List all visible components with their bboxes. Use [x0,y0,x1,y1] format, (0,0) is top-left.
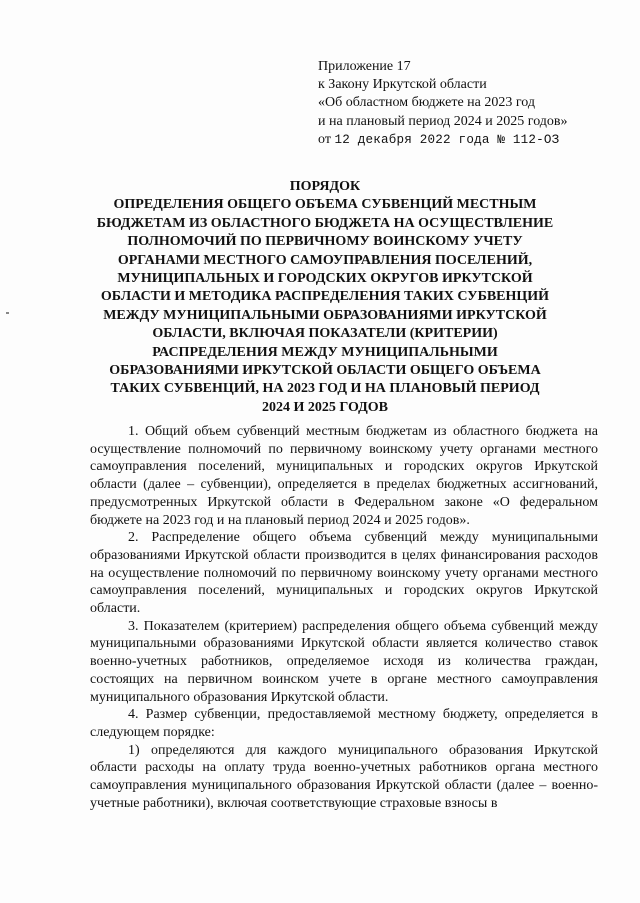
title-line: МУНИЦИПАЛЬНЫХ И ГОРОДСКИХ ОКРУГОВ ИРКУТСКОЙ [117,271,533,287]
title-line: ПОРЯДОК [289,179,361,194]
document-body [90,423,598,812]
title-line: БЮДЖЕТАМ ИЗ ОБЛАСТНОГО БЮДЖЕТА НА ОСУЩЕСТВЛЕНИЕ [96,215,554,231]
appendix-law-title-2: и на плановый период 2024 и 2025 годов» [318,113,568,129]
appendix-header [318,58,618,149]
appendix-date-prefix: от [318,131,331,147]
appendix-law-title-1: «Об областном бюджете на 2023 год [318,95,535,111]
title-line: ОПРЕДЕЛЕНИЯ ОБЩЕГО ОБЪЕМА СУБВЕНЦИЙ МЕСТНЫМ [113,197,537,213]
paragraph-1: 1. Общий объем субвенций местным бюджетам из областного бюджета на осуществление полномочий по первичному воинскому учету органами местного самоуправления поселений, муниципальных и городских округов Иркутской области (далее – субвенции), определяется в пределах бюджетных ассигнований, предусмотренных Иркутской области в Федеральном законе «О федеральном бюджете на 2023 год и на плановый период 2024 и 2025 годов». [90,424,598,528]
title-line: ТАКИХ СУБВЕНЦИЙ, НА 2023 ГОД И НА ПЛАНОВЫЙ ПЕРИОД [110,381,540,397]
title-line: РАСПРЕДЕЛЕНИЯ МЕЖДУ МУНИЦИПАЛЬНЫМИ [152,344,498,360]
title-line: ОРГАНАМИ МЕСТНОГО САМОУПРАВЛЕНИЯ ПОСЕЛЕНИЙ, [117,252,533,268]
title-line: ОБЛАСТИ, ВКЛЮЧАЯ ПОКАЗАТЕЛИ (КРИТЕРИИ) [152,326,498,342]
appendix-law-ref: к Закону Иркутской области [318,77,487,93]
paragraph-4: 4. Размер субвенции, предоставляемой местному бюджету, определяется в следующем порядке: [90,707,598,740]
appendix-number: Приложение 17 [318,59,411,74]
title-line: ПОЛНОМОЧИЙ ПО ПЕРВИЧНОМУ ВОИНСКОМУ УЧЕТУ [127,234,523,250]
appendix-date-line [318,131,618,149]
title-line: ОБРАЗОВАНИЯМИ ИРКУТСКОЙ ОБЛАСТИ ОБЩЕГО ОБЪЕМА [109,363,541,379]
paragraph-4-1: 1) определяются для каждого муниципального образования Иркутской области расходы на оплату труда военно-учетных работников органа местного самоуправления муниципального образования Иркутской области (далее – военно-учетные работники), включая соответствующие страховые взносы в [90,742,598,811]
title-line: 2024 И 2025 ГОДОВ [262,399,388,415]
paragraph-2: 2. Распределение общего объема субвенций между муниципальными образованиями Иркутской области производится в целях финансирования расходов на осуществление полномочий по первичному воинскому учету органами местного самоуправления поселений, муниципальных и городских округов Иркутской области. [90,530,598,617]
scan-mark [6,312,9,314]
document-title [90,178,560,417]
paragraph-3: 3. Показателем (критерием) распределения общего объема субвенций между муниципальными образованиями Иркутской области является количество ставок военно-учетных работников, определяемое исходя из количества граждан, состоящих на первичном воинском учете в органе местного самоуправления муниципального образования Иркутской области. [90,618,598,705]
title-line: МЕЖДУ МУНИЦИПАЛЬНЫМИ ОБРАЗОВАНИЯМИ ИРКУТСКОЙ [103,307,547,323]
appendix-date-number: 12 декабря 2022 года № 112-ОЗ [334,132,560,147]
title-line: ОБЛАСТИ И МЕТОДИКА РАСПРЕДЕЛЕНИЯ ТАКИХ СУБВЕНЦИЙ [100,289,550,305]
